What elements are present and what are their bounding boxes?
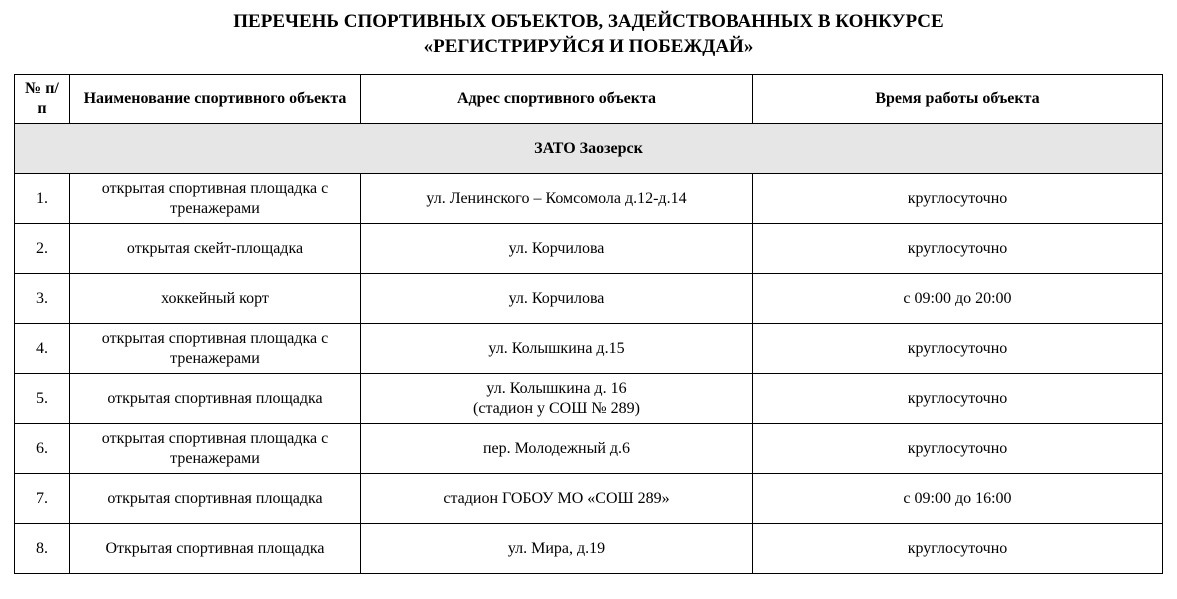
title-line-2: «РЕГИСТРИРУЙСЯ И ПОБЕЖДАЙ» xyxy=(423,36,754,57)
sports-facilities-table xyxy=(14,74,1163,574)
row-hours: с 09:00 до 20:00 xyxy=(753,274,1163,324)
row-name: открытая спортивная площадка с тренажерами xyxy=(70,324,361,374)
row-hours: круглосуточно xyxy=(753,224,1163,274)
row-num: 1. xyxy=(15,174,70,224)
row-num: 5. xyxy=(15,374,70,424)
table-row xyxy=(15,474,1163,524)
row-name: открытая спортивная площадка с тренажерами xyxy=(70,174,361,224)
row-name: открытая спортивная площадка xyxy=(70,474,361,524)
row-num: 4. xyxy=(15,324,70,374)
table-row xyxy=(15,224,1163,274)
row-num: 8. xyxy=(15,524,70,574)
row-num: 3. xyxy=(15,274,70,324)
row-address-note: (стадион у СОШ № 289) xyxy=(473,399,640,417)
row-hours: круглосуточно xyxy=(753,324,1163,374)
row-num: 6. xyxy=(15,424,70,474)
row-hours: круглосуточно xyxy=(753,174,1163,224)
row-address: стадион ГОБОУ МО «СОШ 289» xyxy=(361,474,753,524)
table-row xyxy=(15,524,1163,574)
header-name: Наименование спортивного объекта xyxy=(70,75,361,124)
header-num: № п/п xyxy=(15,75,70,124)
row-num: 7. xyxy=(15,474,70,524)
row-address-cell xyxy=(361,374,753,424)
header-address: Адрес спортивного объекта xyxy=(361,75,753,124)
section-row xyxy=(15,124,1163,174)
row-num: 2. xyxy=(15,224,70,274)
row-name: открытая скейт-площадка xyxy=(70,224,361,274)
row-address: ул. Корчилова xyxy=(361,224,753,274)
table-row xyxy=(15,324,1163,374)
row-address: ул. Мира, д.19 xyxy=(361,524,753,574)
document-title xyxy=(0,9,1177,59)
row-address: ул. Колышкина д.15 xyxy=(361,324,753,374)
row-address: ул. Корчилова xyxy=(361,274,753,324)
table-row xyxy=(15,374,1163,424)
row-name: Открытая спортивная площадка xyxy=(70,524,361,574)
table-row xyxy=(15,174,1163,224)
row-address: ул. Ленинского – Комсомола д.12-д.14 xyxy=(361,174,753,224)
row-name: хоккейный корт xyxy=(70,274,361,324)
section-title: ЗАТО Заозерск xyxy=(15,124,1163,174)
row-hours: круглосуточно xyxy=(753,424,1163,474)
table-header-row xyxy=(15,75,1163,124)
title-line-1: ПЕРЕЧЕНЬ СПОРТИВНЫХ ОБЪЕКТОВ, ЗАДЕЙСТВОВАННЫХ В КОНКУРСЕ xyxy=(233,11,944,32)
row-name: открытая спортивная площадка с тренажерами xyxy=(70,424,361,474)
header-hours: Время работы объекта xyxy=(753,75,1163,124)
row-hours: круглосуточно xyxy=(753,524,1163,574)
row-name: открытая спортивная площадка xyxy=(70,374,361,424)
table-row xyxy=(15,274,1163,324)
row-hours: круглосуточно xyxy=(753,374,1163,424)
table-row xyxy=(15,424,1163,474)
row-hours: с 09:00 до 16:00 xyxy=(753,474,1163,524)
row-address: ул. Колышкина д. 16 xyxy=(486,379,627,397)
row-address: пер. Молодежный д.6 xyxy=(361,424,753,474)
